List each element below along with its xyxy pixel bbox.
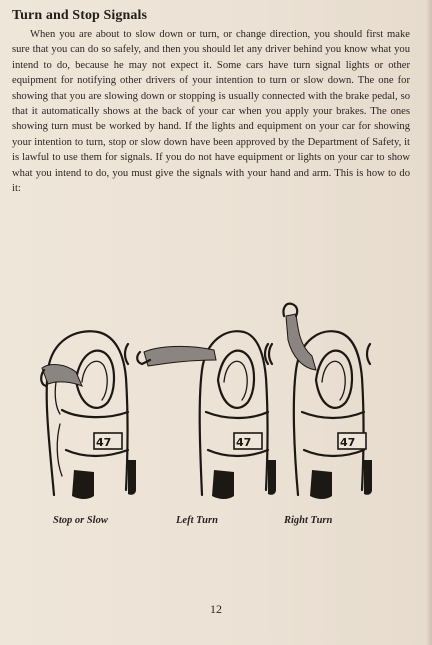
caption-right-turn: Right Turn bbox=[284, 515, 333, 526]
caption-left-turn: Left Turn bbox=[176, 515, 218, 526]
plate-number-right: 47 bbox=[340, 436, 356, 449]
plate-number-stop: 47 bbox=[96, 436, 112, 449]
page-number: 12 bbox=[210, 602, 222, 616]
car-left-turn bbox=[137, 331, 276, 499]
plate-number-left: 47 bbox=[236, 436, 252, 449]
hand-signals-drawing bbox=[36, 300, 386, 505]
caption-stop-or-slow: Stop or Slow bbox=[53, 515, 108, 526]
car-right-turn bbox=[283, 304, 372, 499]
hand-signals-illustration bbox=[36, 300, 386, 505]
body-paragraph: When you are about to slow down or turn, or change direction, you should first make sure that you can do so safely, and then you should let any driver behind you know what you intend to do, because he may not expect it. Some cars have turn signal lights or other equipment for notifying other drivers of your intention to turn or slow down. The one for showing that you are slowing down or stopping is usually connected with the brake pedal, so that it automatically shows at the back of your car when you apply your brakes. The ones showing turn must be worked by hand. If the lights and equipment on your car for showing your intention to turn, stop or slow down have been approved by the Department of Safety, it is lawful to use them for signals. If you do not have equipment or lights on your car to show what you intend to do, you must give the signals with your hand and arm. This is how to do it: bbox=[12, 29, 410, 195]
page-edge-shadow bbox=[426, 0, 432, 645]
car-stop-or-slow bbox=[41, 331, 136, 499]
section-heading: Turn and Stop Signals bbox=[12, 8, 148, 23]
